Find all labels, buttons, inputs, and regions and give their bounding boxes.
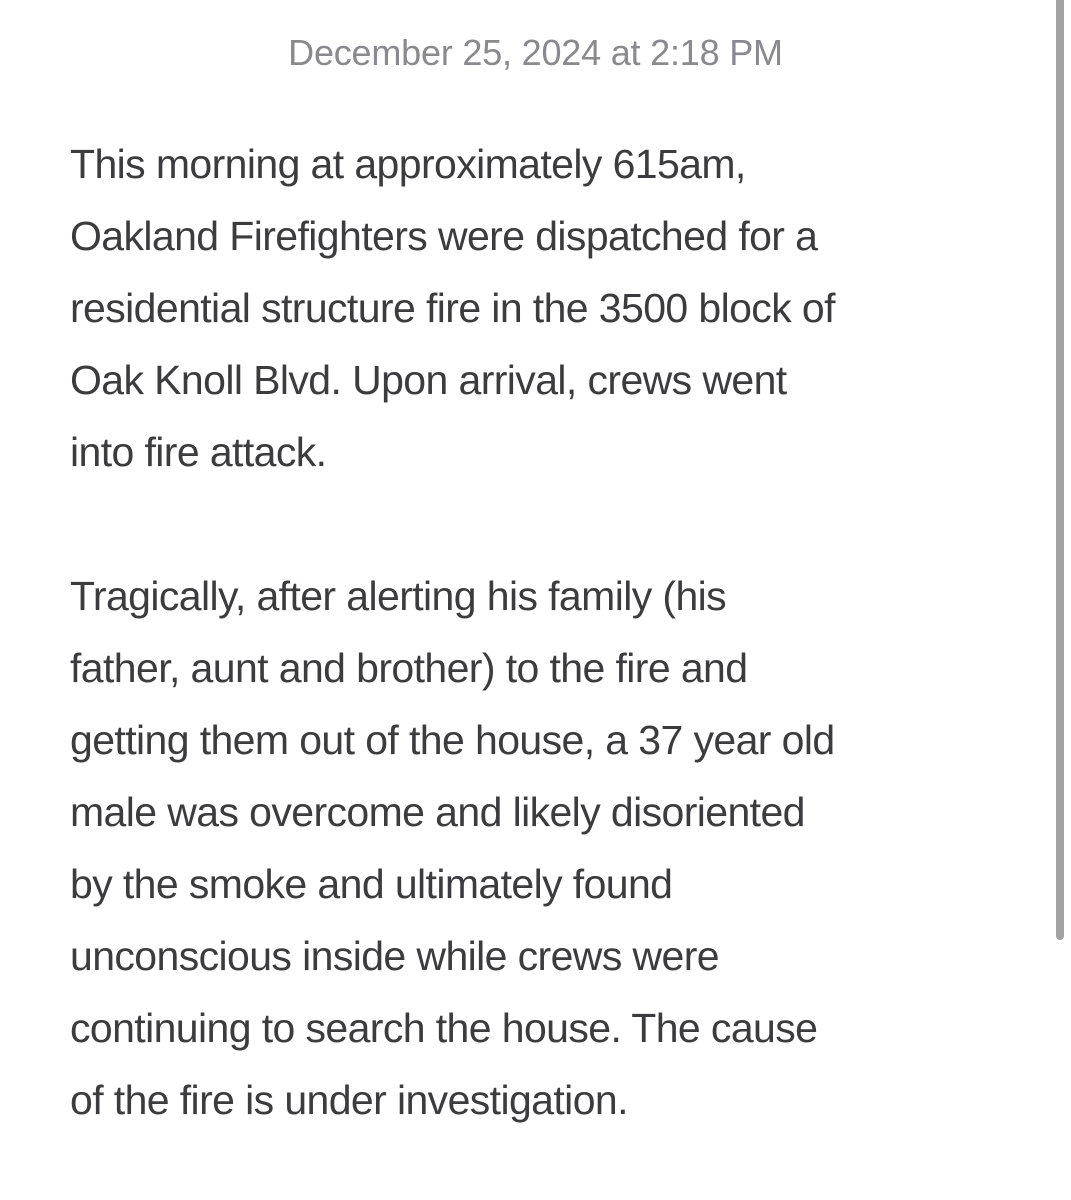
text-line: into fire attack. [70,429,327,475]
text-line: getting them out of the house, a 37 year old [70,717,835,763]
scrollbar-thumb[interactable] [1056,0,1064,940]
text-line: male was overcome and likely disoriented [70,789,805,835]
vertical-scrollbar[interactable] [1050,0,1066,1200]
paragraph-2 [70,560,1030,1136]
text-line: Oak Knoll Blvd. Upon arrival, crews went [70,357,787,403]
text-line: of the fire is under investigation. [70,1077,628,1123]
text-line: Tragically, after alerting his family (his [70,573,727,619]
note-timestamp: December 25, 2024 at 2:18 PM [288,32,783,73]
text-line: father, aunt and brother) to the fire and [70,645,748,691]
text-line: residential structure fire in the 3500 block of [70,285,835,331]
note-body[interactable] [70,128,1030,1136]
paragraph-spacer [70,488,1030,560]
text-line: unconscious inside while crews were [70,933,719,979]
text-line: by the smoke and ultimately found [70,861,673,907]
text-line: Oakland Firefighters were dispatched for a [70,213,818,259]
text-line: This morning at approximately 615am, [70,141,746,187]
text-line: continuing to search the house. The cause [70,1005,818,1051]
paragraph-1 [70,128,1030,488]
